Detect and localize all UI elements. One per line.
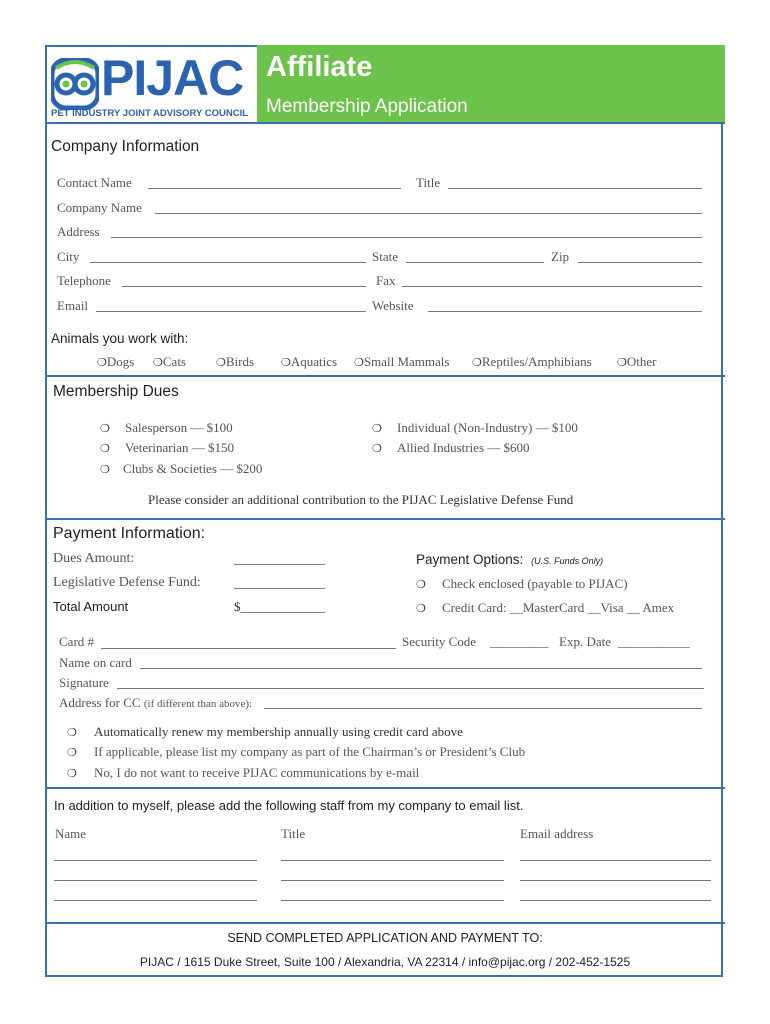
animal-option-aquatics[interactable]: ❍Aquatics: [281, 354, 338, 369]
title-label: Title: [416, 175, 441, 190]
exp-date-field[interactable]: ___________: [618, 634, 690, 649]
checkbox-icon: ❍: [216, 357, 226, 369]
animals-label: Animals you work with:: [51, 331, 189, 346]
city-field[interactable]: [90, 262, 366, 263]
pijac-logo: [49, 50, 259, 121]
staff-name-field-3[interactable]: [54, 900, 257, 901]
checkbox-icon: ❍: [372, 423, 382, 435]
state-field[interactable]: [406, 262, 544, 263]
checkbox-icon: ❍: [67, 768, 77, 780]
website-field[interactable]: [428, 311, 702, 312]
city-label: City: [57, 249, 80, 264]
checkbox-icon: ❍: [354, 357, 364, 369]
staff-email-field-3[interactable]: [520, 900, 711, 901]
checkbox-icon: ❍: [97, 357, 107, 369]
divider: [45, 922, 725, 924]
checkbox-icon: ❍: [100, 423, 110, 435]
staff-email-field-2[interactable]: [520, 880, 711, 881]
divider: [45, 518, 725, 520]
footer-send-to: SEND COMPLETED APPLICATION AND PAYMENT TO:: [227, 931, 543, 945]
address-cc-field[interactable]: [264, 708, 702, 709]
staff-col-name: Name: [55, 826, 87, 841]
auto-renew-option[interactable]: ❍ Automatically renew my membership annually using credit card above: [67, 724, 463, 739]
form-subtitle: Membership Application: [266, 96, 468, 117]
checkbox-icon: ❍: [617, 357, 627, 369]
contact-name-field[interactable]: [148, 188, 401, 189]
funds-note: (U.S. Funds Only): [531, 556, 604, 566]
staff-title-field-1[interactable]: [281, 860, 504, 861]
chairmans-club-option[interactable]: ❍ If applicable, please list my company as part of the Chairman’s or President’s Club: [67, 744, 526, 759]
total-label: Total Amount: [53, 599, 129, 614]
checkbox-icon: ❍: [416, 579, 426, 591]
dues-individual[interactable]: ❍ Individual (Non-Industry) — $100: [372, 420, 578, 435]
pay-credit-option[interactable]: ❍ Credit Card: __MasterCard __Visa __ Amex: [416, 600, 675, 615]
zip-label: Zip: [551, 249, 570, 264]
dues-salesperson[interactable]: ❍ Salesperson — $100: [100, 420, 233, 435]
exp-date-label: Exp. Date: [559, 634, 611, 649]
owl-eyes-icon: [51, 58, 99, 110]
address-field[interactable]: [111, 237, 702, 238]
staff-title-field-3[interactable]: [281, 900, 504, 901]
animal-option-cats[interactable]: ❍Cats: [153, 354, 186, 369]
email-field[interactable]: [96, 311, 366, 312]
header: [45, 45, 725, 123]
name-on-card-field[interactable]: [140, 668, 702, 669]
dues-amount-field[interactable]: ______________: [234, 551, 325, 566]
contact-name-label: Contact Name: [57, 175, 132, 190]
form-title: Affiliate: [266, 51, 373, 83]
staff-email-field-1[interactable]: [520, 860, 711, 861]
name-on-card-label: Name on card: [59, 655, 132, 670]
fax-label: Fax: [376, 273, 396, 288]
title-block: [257, 45, 725, 123]
checkbox-icon: ❍: [100, 443, 110, 455]
dues-clubs[interactable]: ❍ Clubs & Societies — $200: [100, 461, 263, 476]
zip-field[interactable]: [578, 262, 702, 263]
website-label: Website: [372, 298, 414, 313]
address-label: Address: [57, 224, 100, 239]
checkbox-icon: ❍: [153, 357, 163, 369]
ldf-note: Please consider an additional contribution to the PIJAC Legislative Defense Fund: [148, 492, 574, 507]
card-number-field[interactable]: [101, 648, 396, 649]
pay-check-option[interactable]: ❍ Check enclosed (payable to PIJAC): [416, 576, 628, 591]
dues-allied[interactable]: ❍ Allied Industries — $600: [372, 440, 530, 455]
divider: [45, 122, 725, 124]
fax-field[interactable]: [402, 286, 702, 287]
security-code-field[interactable]: _________: [490, 634, 549, 649]
company-heading: Company Information: [51, 138, 200, 155]
animal-option-dogs[interactable]: ❍Dogs: [97, 354, 135, 369]
divider: [45, 787, 725, 789]
divider: [45, 375, 725, 377]
email-optout-option[interactable]: ❍ No, I do not want to receive PIJAC communications by e-mail: [67, 765, 420, 780]
animal-option-small-mammals[interactable]: ❍Small Mammals: [354, 354, 450, 369]
card-number-label: Card #: [59, 634, 95, 649]
checkbox-icon: ❍: [67, 727, 77, 739]
telephone-label: Telephone: [57, 273, 111, 288]
dues-heading: Membership Dues: [53, 383, 179, 400]
signature-label: Signature: [59, 675, 109, 690]
dues-veterinarian[interactable]: ❍ Veterinarian — $150: [100, 440, 235, 455]
state-label: State: [372, 249, 398, 264]
staff-name-field-2[interactable]: [54, 880, 257, 881]
animal-option-other[interactable]: ❍Other: [617, 354, 657, 369]
security-code-label: Security Code: [402, 634, 477, 649]
checkbox-icon: ❍: [67, 747, 77, 759]
checkbox-icon: ❍: [372, 443, 382, 455]
logo-tagline: PET INDUSTRY JOINT ADVISORY COUNCIL: [51, 108, 249, 119]
staff-heading: In addition to myself, please add the following staff from my company to email list.: [54, 798, 524, 813]
staff-col-email: Email address: [520, 826, 594, 841]
company-name-label: Company Name: [57, 200, 142, 215]
title-field[interactable]: [448, 188, 702, 189]
payment-heading: Payment Information:: [53, 525, 206, 542]
staff-name-field-1[interactable]: [54, 860, 257, 861]
ldf-field[interactable]: ______________: [234, 575, 325, 590]
checkbox-icon: ❍: [281, 357, 291, 369]
address-cc-label: Address for CC (if different than above):: [59, 695, 253, 710]
logo-wordmark: PIJAC: [101, 50, 244, 106]
company-name-field[interactable]: [155, 213, 702, 214]
total-field[interactable]: $_____________: [234, 599, 325, 614]
checkbox-icon: ❍: [100, 464, 110, 476]
checkbox-icon: ❍: [472, 357, 482, 369]
staff-title-field-2[interactable]: [281, 880, 504, 881]
animal-option-reptiles[interactable]: ❍Reptiles/Amphibians: [472, 354, 592, 369]
signature-field[interactable]: [117, 688, 704, 689]
animal-option-birds[interactable]: ❍Birds: [216, 354, 255, 369]
telephone-field[interactable]: [122, 286, 366, 287]
email-label: Email: [57, 298, 89, 313]
checkbox-icon: ❍: [416, 603, 426, 615]
payment-options-label: Payment Options: (U.S. Funds Only): [416, 552, 604, 567]
dues-amount-label: Dues Amount:: [53, 551, 135, 566]
staff-col-title: Title: [281, 826, 306, 841]
form-frame: [45, 45, 723, 977]
footer-address: PIJAC / 1615 Duke Street, Suite 100 / Alexandria, VA 22314 / info@pijac.org / 202-452-1525: [139, 955, 631, 969]
ldf-label: Legislative Defense Fund:: [53, 575, 201, 590]
